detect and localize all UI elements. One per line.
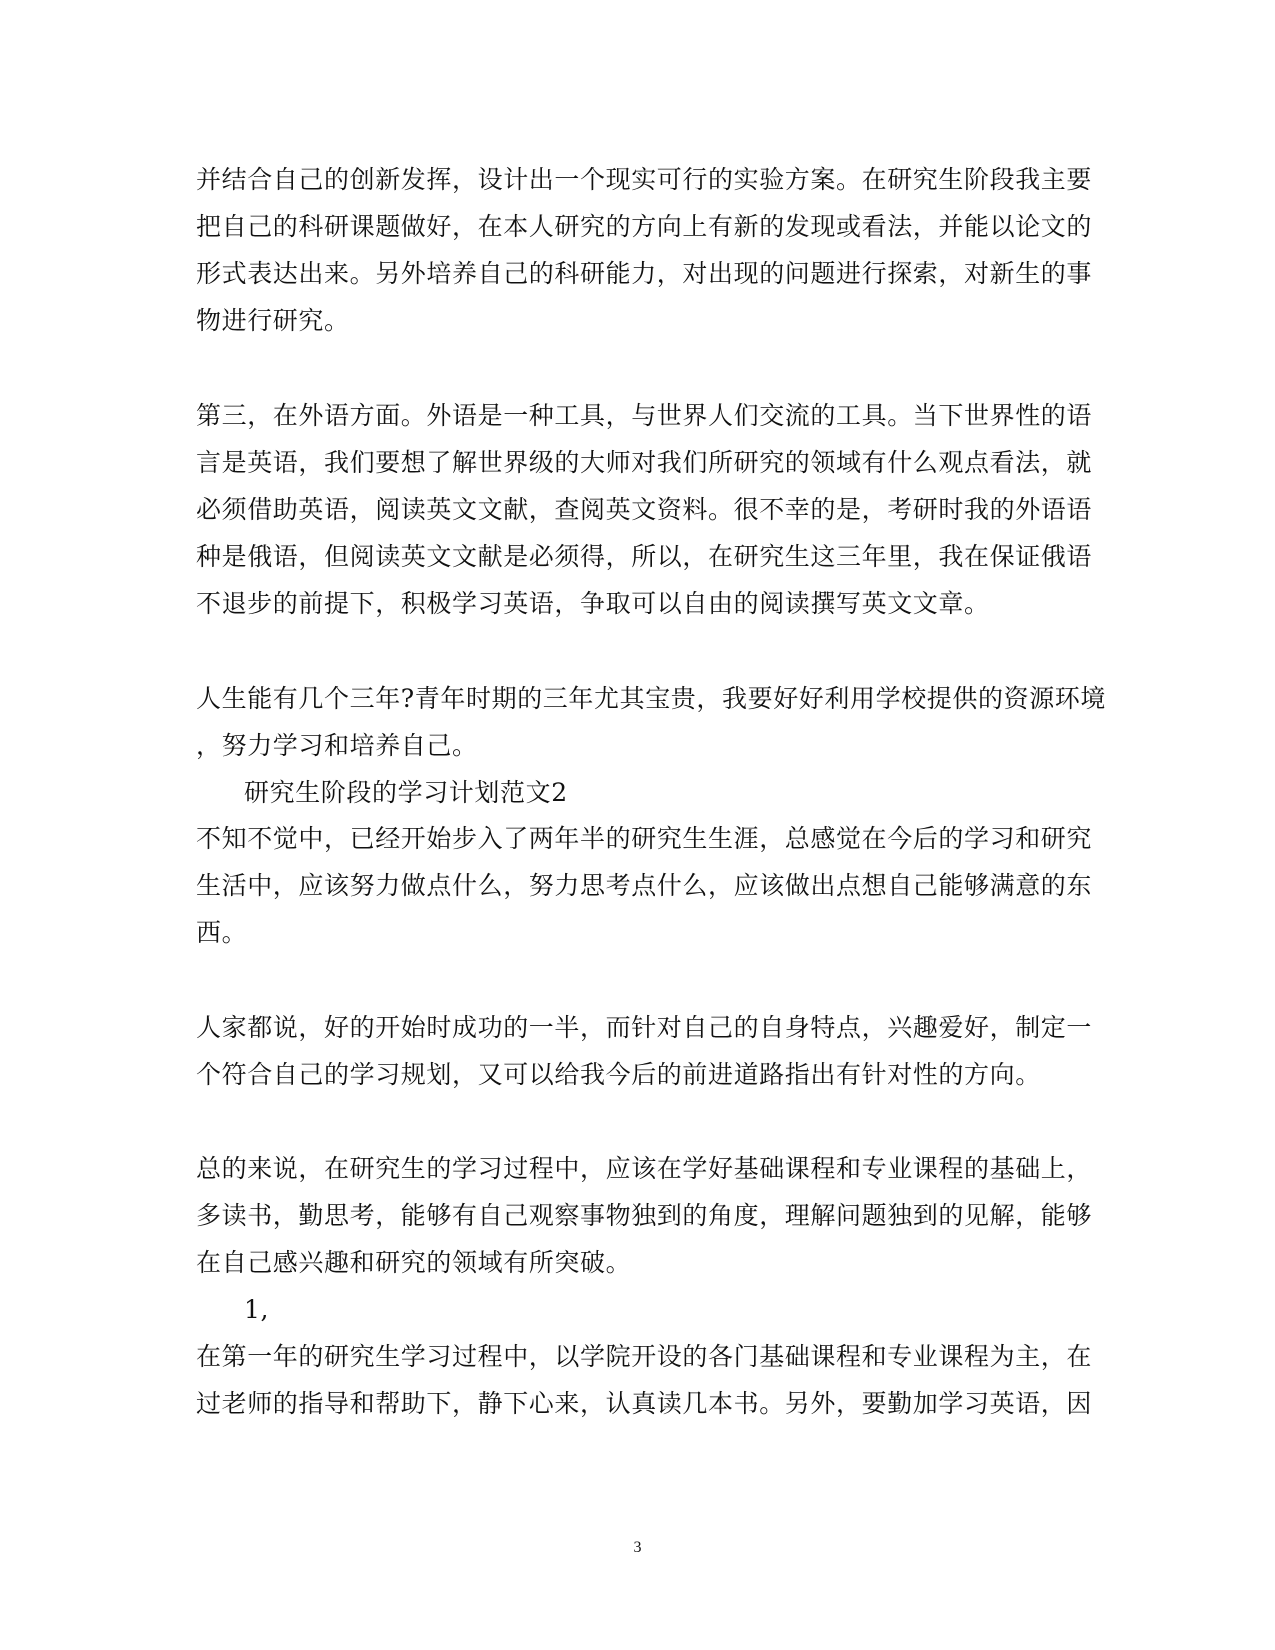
text-line-16: 人家都说，好的开始时成功的一半，而针对自己的自身特点，兴趣爱好，制定一: [196, 1013, 1093, 1042]
text-line-18: 总的来说，在研究生的学习过程中，应该在学好基础课程和专业课程的基础上，: [196, 1154, 1093, 1183]
section-heading: 研究生阶段的学习计划范文2: [244, 778, 568, 807]
text-line-4: 物进行研究。: [196, 306, 350, 335]
text-line-19: 多读书，勤思考，能够有自己观察事物独到的角度，理解问题独到的见解，能够: [196, 1201, 1093, 1230]
text-line-5: 第三，在外语方面。外语是一种工具，与世界人们交流的工具。当下世界性的语: [196, 401, 1093, 430]
text-line-20: 在自己感兴趣和研究的领域有所突破。: [196, 1248, 632, 1277]
text-line-17: 个符合自己的学习规划，又可以给我今后的前进道路指出有针对性的方向。: [196, 1060, 1041, 1089]
text-line-3: 形式表达出来。另外培养自己的科研能力，对出现的问题进行探索，对新生的事: [196, 259, 1093, 288]
text-line-22: 在第一年的研究生学习过程中，以学院开设的各门基础课程和专业课程为主，在: [196, 1342, 1093, 1371]
text-line-8: 种是俄语，但阅读英文文献是必须得，所以，在研究生这三年里，我在保证俄语: [196, 542, 1093, 571]
text-line-15: 西。: [196, 918, 248, 947]
text-line-6: 言是英语，我们要想了解世界级的大师对我们所研究的领域有什么观点看法，就: [196, 448, 1093, 477]
text-line-9: 不退步的前提下，积极学习英语，争取可以自由的阅读撰写英文文章。: [196, 589, 990, 618]
text-line-10: 人生能有几个三年?青年时期的三年尤其宝贵，我要好好利用学校提供的资源环境: [196, 684, 1107, 713]
text-line-1: 并结合自己的创新发挥，设计出一个现实可行的实验方案。在研究生阶段我主要: [196, 165, 1093, 194]
page-number: 3: [633, 1539, 642, 1556]
list-number: 1,: [244, 1295, 270, 1324]
text-line-14: 生活中，应该努力做点什么，努力思考点什么，应该做出点想自己能够满意的东: [196, 871, 1093, 900]
text-line-13: 不知不觉中，已经开始步入了两年半的研究生生涯，总感觉在今后的学习和研究: [196, 824, 1093, 853]
text-line-7: 必须借助英语，阅读英文文献，查阅英文资料。很不幸的是，考研时我的外语语: [196, 495, 1093, 524]
text-line-2: 把自己的科研课题做好，在本人研究的方向上有新的发现或看法，并能以论文的: [196, 212, 1093, 241]
text-line-23: 过老师的指导和帮助下，静下心来，认真读几本书。另外，要勤加学习英语，因: [196, 1389, 1093, 1418]
text-line-11: ，努力学习和培养自己。: [196, 731, 478, 760]
